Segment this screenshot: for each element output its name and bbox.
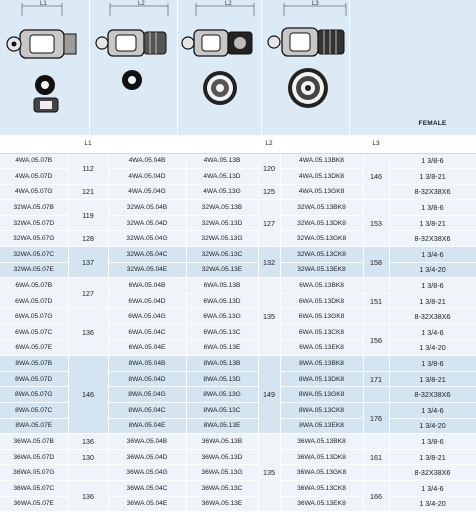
part-code-07: 8WA.05.07D [0,371,68,387]
part-drawing-2 [90,0,178,135]
part-code-04: 6WA.05.04G [108,309,186,325]
part-code-13: 6WA.05.13G [186,309,258,325]
yoke-drawing-icon [0,0,90,135]
table-row [0,200,476,216]
table-header-row [0,135,476,153]
part-code-07: 4WA.05.07B [0,153,68,169]
part-code-13k8: 32WA.05.13BK8 [280,200,363,216]
l3-value [363,387,389,403]
part-code-04: 6WA.05.04B [108,278,186,294]
l2-value: 127 [258,200,280,247]
part-drawing-3 [178,0,262,135]
part-code-07: 6WA.05.07C [0,325,68,341]
part-code-04: 36WA.05.04G [108,465,186,481]
part-code-13k8: 8WA.05.13EK8 [280,418,363,434]
table-row [0,356,476,372]
spec-table [0,135,476,512]
l1-value: 119 [68,200,108,231]
part-code-13k8: 4WA.05.13DK8 [280,169,363,185]
l1-value: 146 [68,356,108,434]
part-code-13: 6WA.05.13E [186,340,258,356]
table-row [0,434,476,450]
part-code-04: 4WA.05.04G [108,184,186,200]
part-code-04: 32WA.05.04C [108,247,186,263]
table-row [0,278,476,294]
l1-value: 137 [68,247,108,278]
part-code-13: 8WA.05.13C [186,403,258,419]
dim-label-l3: L3 [312,1,319,7]
part-code-04: 8WA.05.04D [108,371,186,387]
table-row [0,153,476,169]
female-spline-spec: 1 3/4-6 [389,480,476,496]
part-code-13: 4WA.05.13D [186,169,258,185]
part-code-04: 6WA.05.04D [108,293,186,309]
part-code-07: 36WA.05.07B [0,434,68,450]
l3-value [363,356,389,372]
part-code-13: 6WA.05.13D [186,293,258,309]
part-code-07: 4WA.05.07G [0,184,68,200]
part-code-07: 36WA.05.07E [0,496,68,512]
part-code-04: 36WA.05.04C [108,480,186,496]
female-spline-spec: 1 3/8-6 [389,356,476,372]
part-code-13k8: 8WA.05.13GK8 [280,387,363,403]
l3-value [363,309,389,325]
l3-value: 153 [363,200,389,247]
l3-value [363,278,389,294]
l1-value: 130 [68,449,108,465]
l2-value: 125 [258,184,280,200]
female-spline-spec: 8-32X38X6 [389,465,476,481]
l3-value: 146 [363,153,389,200]
part-code-04: 4WA.05.04B [108,153,186,169]
part-code-13k8: 36WA.05.13DK8 [280,449,363,465]
part-code-04: 32WA.05.04D [108,215,186,231]
part-code-13k8: 6WA.05.13EK8 [280,340,363,356]
l1-value: 136 [68,434,108,450]
part-code-13: 8WA.05.13E [186,418,258,434]
part-code-13: 6WA.05.13B [186,278,258,294]
part-code-13: 36WA.05.13C [186,480,258,496]
table-row [0,465,476,481]
l3-value [363,465,389,481]
l3-value: 166 [363,480,389,511]
l3-value [363,434,389,450]
l3-value: 171 [363,371,389,387]
female-spline-spec: 8-32X38X6 [389,309,476,325]
dim-label-l1: L1 [40,1,47,7]
part-code-13k8: 4WA.05.13BK8 [280,153,363,169]
l1-value: 121 [68,184,108,200]
female-spline-spec: 1 3/8-6 [389,200,476,216]
part-code-04: 32WA.05.04G [108,231,186,247]
part-code-13k8: 32WA.05.13EK8 [280,262,363,278]
part-code-04: 4WA.05.04D [108,169,186,185]
part-code-04: 8WA.05.04G [108,387,186,403]
table-row [0,231,476,247]
part-code-07: 4WA.05.07D [0,169,68,185]
yoke-drawing-icon [262,0,350,135]
part-code-13: 36WA.05.13B [186,434,258,450]
part-code-13k8: 32WA.05.13DK8 [280,215,363,231]
l3-value: 151 [363,293,389,309]
product-illustration-header [0,0,476,135]
part-code-13k8: 32WA.05.13GK8 [280,231,363,247]
part-drawing-4 [262,0,350,135]
female-spline-spec: 8-32X38X6 [389,387,476,403]
part-code-13k8: 8WA.05.13BK8 [280,356,363,372]
l3-value: 156 [363,325,389,356]
part-code-13: 32WA.05.13B [186,200,258,216]
part-code-13: 8WA.05.13D [186,371,258,387]
female-spline-spec: 8-32X38X6 [389,184,476,200]
female-spline-spec: 8-32X38X6 [389,231,476,247]
part-code-07: 32WA.05.07G [0,231,68,247]
part-code-13: 4WA.05.13B [186,153,258,169]
female-spline-spec: 1 3/8-21 [389,371,476,387]
female-spline-spec: 1 3/8-21 [389,449,476,465]
part-code-13: 6WA.05.13C [186,325,258,341]
part-code-07: 8WA.05.07E [0,418,68,434]
l3-value: 158 [363,247,389,278]
part-code-13: 32WA.05.13C [186,247,258,263]
part-code-07: 6WA.05.07D [0,293,68,309]
part-code-13k8: 6WA.05.13CK8 [280,325,363,341]
dim-label-l2-b: L2 [225,1,232,7]
part-code-13k8: 36WA.05.13GK8 [280,465,363,481]
table-row [0,184,476,200]
part-code-04: 8WA.05.04B [108,356,186,372]
female-spline-spec: 1 3/4-20 [389,418,476,434]
spec-table-body [0,135,476,512]
part-code-07: 6WA.05.07B [0,278,68,294]
part-code-13: 36WA.05.13D [186,449,258,465]
female-label: FEMALE [418,120,447,127]
part-code-07: 8WA.05.07G [0,387,68,403]
female-spline-spec: 1 3/8-6 [389,434,476,450]
part-code-13k8: 36WA.05.13CK8 [280,480,363,496]
part-code-13k8: 8WA.05.13CK8 [280,403,363,419]
table-row [0,247,476,263]
part-code-07: 8WA.05.07C [0,403,68,419]
part-code-04: 8WA.05.04C [108,403,186,419]
part-drawing-1 [0,0,90,135]
part-code-13k8: 4WA.05.13GK8 [280,184,363,200]
dim-label-l2-a: L2 [138,1,145,7]
female-spline-spec: 1 3/8-6 [389,153,476,169]
l1-value: 128 [68,231,108,247]
l3-value: 176 [363,403,389,434]
part-code-07: 6WA.05.07G [0,309,68,325]
female-spline-spec: 1 3/8-21 [389,215,476,231]
col-header-l1: L1 [68,135,108,153]
part-code-07: 6WA.05.07E [0,340,68,356]
female-spline-spec: 1 3/4-6 [389,403,476,419]
part-code-13: 4WA.05.13G [186,184,258,200]
part-code-13k8: 32WA.05.13CK8 [280,247,363,263]
col-header-l2: L2 [258,135,280,153]
part-code-07: 8WA.05.07B [0,356,68,372]
part-code-13: 32WA.05.13E [186,262,258,278]
part-code-04: 8WA.05.04E [108,418,186,434]
table-row [0,480,476,496]
part-code-13: 36WA.05.13E [186,496,258,512]
female-spline-spec: 1 3/8-21 [389,169,476,185]
female-spline-spec: 1 3/8-6 [389,278,476,294]
female-spline-spec: 1 3/8-21 [389,293,476,309]
l3-value: 161 [363,449,389,465]
part-code-13: 36WA.05.13G [186,465,258,481]
part-code-04: 6WA.05.04C [108,325,186,341]
female-spline-spec: 1 3/4-20 [389,496,476,512]
part-code-13: 32WA.05.13D [186,215,258,231]
part-code-04: 6WA.05.04E [108,340,186,356]
yoke-drawing-icon [178,0,262,135]
table-row [0,309,476,325]
female-spline-spec: 1 3/4-6 [389,247,476,263]
l1-value: 136 [68,309,108,356]
yoke-drawing-icon [90,0,178,135]
part-code-07: 32WA.05.07B [0,200,68,216]
table-row [0,449,476,465]
col-header-l3: L3 [363,135,389,153]
l2-value: 120 [258,153,280,184]
part-code-13k8: 36WA.05.13BK8 [280,434,363,450]
part-code-04: 36WA.05.04B [108,434,186,450]
part-code-13k8: 6WA.05.13DK8 [280,293,363,309]
part-code-07: 32WA.05.07D [0,215,68,231]
part-code-13: 32WA.05.13G [186,231,258,247]
l1-value: 112 [68,153,108,184]
part-code-07: 32WA.05.07E [0,262,68,278]
female-spline-spec: 1 3/4-20 [389,262,476,278]
l2-value: 135 [258,434,280,512]
part-code-04: 32WA.05.04E [108,262,186,278]
part-code-04: 32WA.05.04B [108,200,186,216]
part-code-13: 8WA.05.13B [186,356,258,372]
part-code-13: 8WA.05.13G [186,387,258,403]
part-code-07: 36WA.05.07D [0,449,68,465]
l1-value: 136 [68,480,108,511]
l1-value: 127 [68,278,108,309]
female-spline-spec: 1 3/4-20 [389,340,476,356]
part-code-13k8: 6WA.05.13BK8 [280,278,363,294]
l2-value: 149 [258,356,280,434]
l2-value: 132 [258,247,280,278]
l1-value [68,465,108,481]
part-code-07: 36WA.05.07C [0,480,68,496]
part-code-13k8: 8WA.05.13DK8 [280,371,363,387]
female-spline-spec: 1 3/4-6 [389,325,476,341]
part-code-13k8: 6WA.05.13GK8 [280,309,363,325]
part-code-04: 36WA.05.04D [108,449,186,465]
l2-value: 135 [258,278,280,356]
part-code-07: 36WA.05.07G [0,465,68,481]
part-code-07: 32WA.05.07C [0,247,68,263]
part-code-04: 36WA.05.04E [108,496,186,512]
part-code-13k8: 36WA.05.13EK8 [280,496,363,512]
